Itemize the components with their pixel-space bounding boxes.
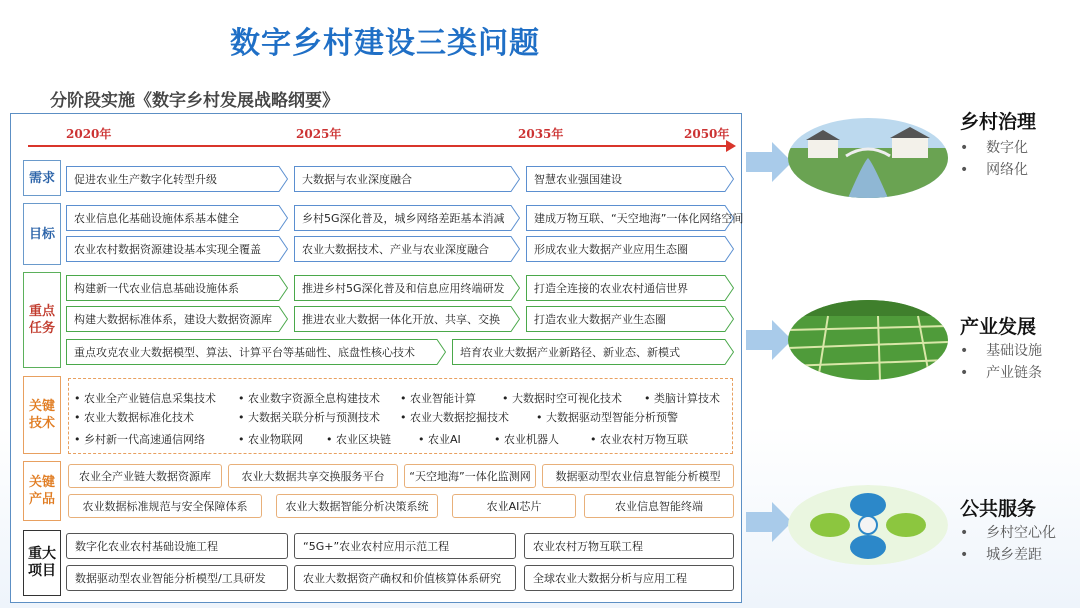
tech-item: • 农业大数据挖掘技术 bbox=[400, 411, 509, 424]
tech-item: • 农业数字资源全息构建技术 bbox=[238, 392, 380, 405]
tech-item: • 大数据时空可视化技术 bbox=[502, 392, 622, 405]
right-bullet: • 产业链条 bbox=[960, 365, 1043, 381]
project-item: 全球农业大数据分析与应用工程 bbox=[524, 565, 734, 591]
page-subtitle: 分阶段实施《数字乡村发展战略纲要》 bbox=[50, 91, 339, 111]
year-2025: 2025年 bbox=[296, 127, 342, 141]
row-label-need: 需求 bbox=[23, 160, 61, 196]
project-item: 农业大数据资产确权和价值核算体系研究 bbox=[294, 565, 516, 591]
product-item: 农业全产业链大数据资源库 bbox=[68, 464, 222, 488]
goal-item: 农业农村数据资源建设基本实现全覆盖 bbox=[66, 236, 288, 262]
arrow-right-icon bbox=[746, 140, 792, 184]
product-item: 农业AI芯片 bbox=[452, 494, 576, 518]
row-label-projects: 重大项目 bbox=[23, 530, 61, 596]
farmland-image bbox=[788, 300, 948, 380]
row-label-goal: 目标 bbox=[23, 203, 61, 265]
public-service-diagram bbox=[788, 485, 948, 565]
task-item: 构建大数据标准体系，建设大数据资源库 bbox=[66, 306, 288, 332]
tech-item: • 农业区块链 bbox=[326, 433, 391, 446]
project-item: 数据驱动型农业智能分析模型/工具研发 bbox=[66, 565, 288, 591]
task-item: 重点攻克农业大数据模型、算法、计算平台等基础性、底盘性核心技术 bbox=[66, 339, 446, 365]
right-bullet: • 城乡差距 bbox=[960, 547, 1043, 563]
right-title-public-service: 公共服务 bbox=[960, 498, 1037, 520]
row-label-products: 关键产品 bbox=[23, 461, 61, 521]
task-item: 打造农业大数据产业生态圈 bbox=[526, 306, 734, 332]
right-bullet: • 数字化 bbox=[960, 140, 1029, 156]
task-item: 构建新一代农业信息基础设施体系 bbox=[66, 275, 288, 301]
need-item: 大数据与农业深度融合 bbox=[294, 166, 520, 192]
tech-item: • 农业机器人 bbox=[494, 433, 559, 446]
tech-item: • 农业物联网 bbox=[238, 433, 303, 446]
goal-item: 建成万物互联、“天空地海”一体化网络空间 bbox=[526, 205, 734, 231]
timeline-line bbox=[28, 145, 728, 147]
product-item: 数据驱动型农业信息智能分析模型 bbox=[542, 464, 734, 488]
product-item: “天空地海”一体化监测网 bbox=[404, 464, 536, 488]
product-item: 农业信息智能终端 bbox=[584, 494, 734, 518]
timeline-arrow-icon bbox=[726, 140, 736, 152]
right-bullet: • 乡村空心化 bbox=[960, 525, 1057, 541]
right-title-industry: 产业发展 bbox=[960, 316, 1037, 338]
page-title: 数字乡村建设三类问题 bbox=[230, 26, 540, 61]
goal-item: 农业大数据技术、产业与农业深度融合 bbox=[294, 236, 520, 262]
product-item: 农业数据标准规范与安全保障体系 bbox=[68, 494, 262, 518]
right-bullet: • 网络化 bbox=[960, 162, 1029, 178]
tech-item: • 大数据关联分析与预测技术 bbox=[238, 411, 380, 424]
row-label-tasks: 重点任务 bbox=[23, 272, 61, 368]
product-item: 农业大数据智能分析决策系统 bbox=[276, 494, 438, 518]
project-item: “5G+”农业农村应用示范工程 bbox=[294, 533, 516, 559]
right-bullet: • 基础设施 bbox=[960, 343, 1043, 359]
product-item: 农业大数据共享交换服务平台 bbox=[228, 464, 398, 488]
tech-item: • 类脑计算技术 bbox=[644, 392, 720, 405]
year-2020: 2020年 bbox=[66, 127, 112, 141]
task-item: 推进农业大数据一体化开放、共享、交换 bbox=[294, 306, 520, 332]
tech-item: • 大数据驱动型智能分析预警 bbox=[536, 411, 678, 424]
arrow-right-icon bbox=[746, 318, 792, 362]
task-item: 培育农业大数据产业新路径、新业态、新模式 bbox=[452, 339, 734, 365]
task-item: 推进乡村5G深化普及和信息应用终端研发 bbox=[294, 275, 520, 301]
tech-item: • 农业农村万物互联 bbox=[590, 433, 688, 446]
project-item: 农业农村万物互联工程 bbox=[524, 533, 734, 559]
task-item: 打造全连接的农业农村通信世界 bbox=[526, 275, 734, 301]
row-label-tech: 关键技术 bbox=[23, 376, 61, 454]
year-2035: 2035年 bbox=[518, 127, 564, 141]
tech-item: • 农业智能计算 bbox=[400, 392, 476, 405]
right-title-governance: 乡村治理 bbox=[960, 111, 1037, 133]
year-2050: 2050年 bbox=[684, 127, 730, 141]
tech-item: • 乡村新一代高速通信网络 bbox=[74, 433, 205, 446]
project-item: 数字化农业农村基础设施工程 bbox=[66, 533, 288, 559]
goal-item: 农业信息化基础设施体系基本健全 bbox=[66, 205, 288, 231]
tech-item: • 农业AI bbox=[418, 433, 461, 446]
arrow-right-icon bbox=[746, 500, 792, 544]
need-item: 促进农业生产数字化转型升级 bbox=[66, 166, 288, 192]
goal-item: 形成农业大数据产业应用生态圈 bbox=[526, 236, 734, 262]
tech-item: • 农业大数据标准化技术 bbox=[74, 411, 194, 424]
village-image bbox=[788, 118, 948, 198]
goal-item: 乡村5G深化普及，城乡网络差距基本消减 bbox=[294, 205, 520, 231]
need-item: 智慧农业强国建设 bbox=[526, 166, 734, 192]
tech-item: • 农业全产业链信息采集技术 bbox=[74, 392, 216, 405]
